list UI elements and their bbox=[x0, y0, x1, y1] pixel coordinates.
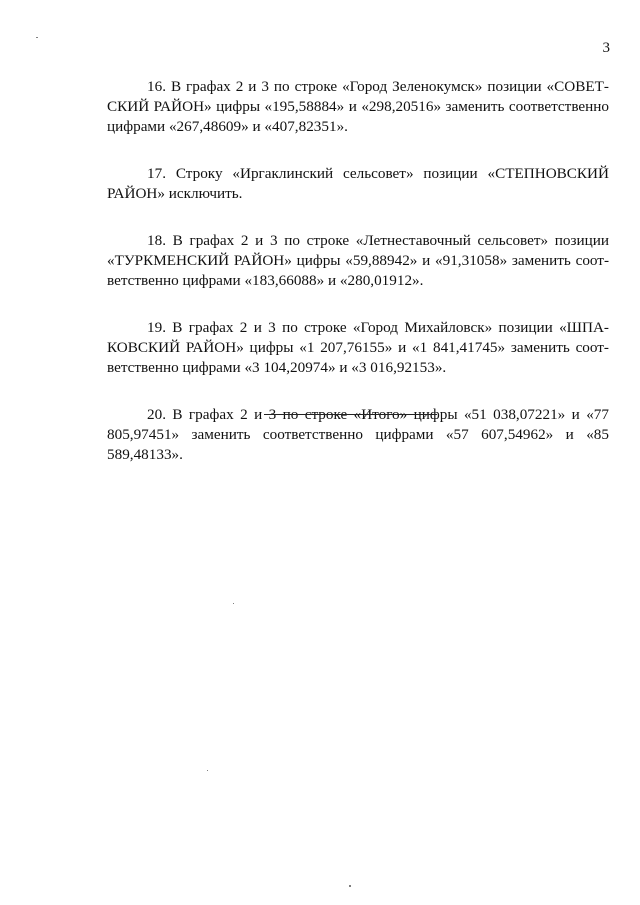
paragraph-17: 17. Строку «Иргаклинский сельсовет» позиции «СТЕПНОВСКИЙ РАЙОН» исключить. bbox=[107, 165, 609, 202]
scan-speck bbox=[233, 603, 234, 604]
end-divider-line bbox=[264, 414, 437, 415]
paragraph-18: 18. В графах 2 и 3 по строке «Летнеставочный сельсовет» позиции «ТУРКМЕНСКИЙ РАЙОН» цифры «59,88942» и «91,31058» заменить соот-ветственно цифрами «183,66088» и «280,01912». bbox=[107, 232, 609, 289]
paragraph-20: 20. В графах 2 и 3 по строке «Итого» цифры «51 038,07221» и «77 805,97451» заменить соответственно цифрами «57 607,54962» и «85 589,48133». bbox=[107, 406, 609, 463]
scan-speck bbox=[207, 770, 208, 771]
document-body bbox=[107, 77, 609, 492]
scan-speck bbox=[349, 885, 351, 887]
scan-speck bbox=[36, 37, 38, 38]
paragraph-16: 16. В графах 2 и 3 по строке «Город Зеленокумск» позиции «СОВЕТ-СКИЙ РАЙОН» цифры «195,58884» и «298,20516» заменить соответственно цифрами «267,48609» и «407,82351». bbox=[107, 78, 609, 135]
paragraph-19: 19. В графах 2 и 3 по строке «Город Михайловск» позиции «ШПА-КОВСКИЙ РАЙОН» цифры «1 207,76155» и «1 841,41745» заменить соот-ветственно цифрами «3 104,20974» и «3 016,92153». bbox=[107, 319, 609, 376]
page-number: 3 bbox=[602, 40, 610, 56]
